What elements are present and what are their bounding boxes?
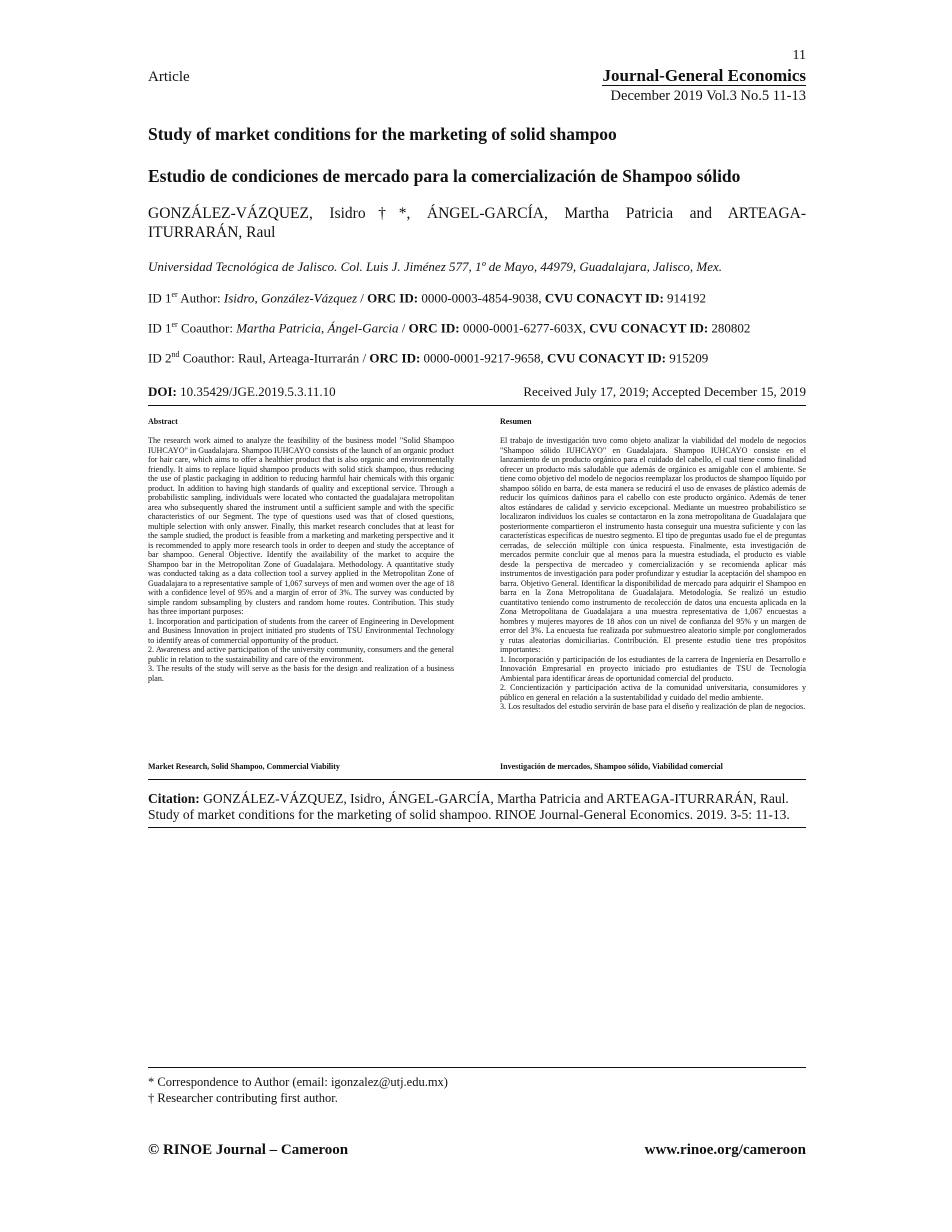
abstract-paragraph: 1. Incorporation and participation of students from the career of Engineering in Development and Business Innovation in project initiated pro students of TSU Environmental Technology to identify areas of commercial opportunity of the product. bbox=[148, 616, 454, 645]
resumen-body bbox=[500, 436, 806, 712]
title-spanish: Estudio de condiciones de mercado para la comercialización de Shampoo sólido bbox=[148, 166, 741, 186]
id-role: Coauthor: bbox=[179, 350, 238, 366]
doi bbox=[148, 384, 336, 400]
id-name: Isidro, González-Vázquez bbox=[223, 290, 358, 306]
journal-name: Journal-General Economics bbox=[602, 66, 806, 85]
authors-line-1: GONZÁLEZ-VÁZQUEZ, Isidro†*, ÁNGEL-GARCÍA, Martha Patricia and ARTEAGA- bbox=[148, 205, 806, 222]
orc-label: ORC ID: bbox=[367, 290, 419, 306]
footnote-correspondence: * Correspondence to Author (email: igonzalez@utj.edu.mx) bbox=[148, 1075, 448, 1089]
citation-label: Citation: bbox=[148, 791, 200, 806]
cvu-value: 914192 bbox=[663, 290, 707, 306]
footnote-divider bbox=[148, 1067, 806, 1068]
divider bbox=[148, 405, 806, 406]
resumen-heading: Resumen bbox=[500, 417, 532, 426]
title-english: Study of market conditions for the marketing of solid shampoo bbox=[148, 124, 617, 144]
orc-value: 0000-0001-9217-9658, bbox=[420, 350, 548, 366]
divider bbox=[148, 827, 806, 828]
orc-label: ORC ID: bbox=[369, 350, 421, 366]
cvu-label: CVU CONACYT ID: bbox=[547, 350, 666, 366]
id-role: Coauthor: bbox=[177, 320, 237, 336]
footer-copyright: © RINOE Journal – Cameroon bbox=[148, 1142, 349, 1158]
section-label: Article bbox=[148, 69, 190, 85]
abstract-paragraph: 2. Awareness and active participation of the university community, consumers and the general public in relation to the sustainability and care of the environment. bbox=[148, 645, 454, 664]
resumen-paragraph: El trabajo de investigación tuvo como objeto analizar la viabilidad del modelo de negocios "Shampoo sólido IUHCAYO" en Guadalajara. Shampoo IUHCAYO consiste en el lanzamiento de un producto orgánico para el cuidado del cabello, el cual tiene como finalidad ofrecer un producto más saludable que además de orgánico es amigable con el ambiente. Se tiene como objetivo del modelo de negocios reemplazar los productos de shampoo líquido por shampoo sólido en barra, de esta manera se reducirá el uso de envases de plástico además de reducir los químicos dañinos para el cabello con este producto orgánico. Además de tener altos estándares de calidad y servicio excepcional. Mediante un muestreo probabilístico se localizaron individuos los cuales se contactaron en la zona metropolitana de Guadalajara que posteriormente compartieron el instrumento hasta conseguir una muestra suficiente y con las características específicas de nuestro segmento. El tipo de preguntas usado fue el de preguntas cerradas, de selección múltiple con única respuesta. Finalmente, esta investigación de mercados permite concluir que al menos para la muestra estudiada, el producto es viable desde la perspectiva de mercadeo y comercialización y se recomienda aplicar más instrumentos de investigación para poder profundizar y estudiar la aceptación del shampoo en barra. Objetivo General. Identificar la disponibilidad de mercado para adquirir el Shampoo en barra en la Zona Metropolitana de Guadalajara. Metodología. Se realizó un estudio cuantitativo teniendo como instrumento de recolección de datos una encuesta aplicada en la Zona Metropolitana de Guadalajara a una muestra representativa de 1,067 encuestas a hombres y mujeres mayores de 18 años con un nivel de confianza del 95% y un margen de error del 3%. La encuesta fue realizada por submuestreo aleatorio simple por conglomerados y rutas aleatorias domiciliarias. Contribución. El presente estudio tiene tres propósitos importantes: bbox=[500, 436, 806, 654]
id-sup: nd bbox=[171, 350, 180, 359]
doi-label: DOI: bbox=[148, 384, 177, 399]
orc-value: 0000-0001-6277-603X, bbox=[459, 320, 590, 336]
cvu-label: CVU CONACYT ID: bbox=[589, 320, 709, 336]
doi-value: 10.35429/JGE.2019.5.3.11.10 bbox=[176, 384, 336, 399]
id-name: Martha Patricia, Ángel-Garcia bbox=[236, 320, 399, 336]
received-dates: Received July 17, 2019; Accepted December 15, 2019 bbox=[523, 384, 806, 399]
id-sup: er bbox=[171, 290, 178, 299]
author-id-2: ID 1er Coauthor: Martha Patricia, Ángel-Garcia / ORC ID: 0000-0001-6277-603X, CVU CONACYT ID: 280802 bbox=[148, 320, 751, 336]
authors-line-2: ITURRARÁN, Raul bbox=[148, 224, 276, 241]
resumen-paragraph: 1. Incorporación y participación de los estudiantes de la carrera de Ingeniería en Desarrollo e Innovación Empresarial en proyecto iniciado pro estudiantes de TSU de Tecnología Ambiental para identificar áreas de oportunidad comercial del producto. bbox=[500, 654, 806, 683]
orc-value: 0000-0003-4854-9038, bbox=[418, 290, 545, 306]
id-prefix: ID 1 bbox=[148, 320, 172, 336]
resumen-paragraph: 3. Los resultados del estudio servirán de base para el diseño y realización de plan de negocios. bbox=[500, 702, 806, 711]
abstract-heading: Abstract bbox=[148, 417, 178, 426]
abstract-body bbox=[148, 436, 454, 683]
resumen-paragraph: 2. Concientización y participación activa de la comunidad universitaria, consumidores y público en general en relación a la sustentabilidad y cuidado del medio ambiente. bbox=[500, 683, 806, 702]
abstract-paragraph: 3. The results of the study will serve as the basis for the design and realization of a business plan. bbox=[148, 664, 454, 683]
id-prefix: ID 1 bbox=[148, 290, 172, 306]
cvu-value: 280802 bbox=[708, 320, 751, 336]
abstract-paragraph: The research work aimed to analyze the feasibility of the business model "Solid Shampoo IUHCAYO" in Guadalajara. Shampoo IUHCAYO consists of the launch of an organic product for hair care, which aims to offer a healthier product that is also organic and environmentally friendly. It aims to replace liquid shampoo products with solid stick shampoo, thus reducing the use of plastic packaging in addition to reducing harmful hair chemicals with this organic product. In addition to having high standards of quality and exceptional service. Through a probabilistic sampling, individuals were located who contacted the guadalajara metropolitan area who subsequently shared the instrument until a sufficient sample and with the specific characteristics of our Segment. The type of questions used was that of closed questions, multiple selection with only answer. Finally, this market research concludes that at least for the sample studied, the product is feasible from a marketing and marketing perspective and it is recommended to apply more research tools in order to deepen and study the acceptance of bar shampoo. General Objective. Identify the availability of the market to acquire the Shampoo bar in the Metropolitan Zone of Guadalajara. Methodology. A quantitative study was conducted taking as a data collection tool a survey applied in the Metropolitan Zone of Guadalajara to a representative sample of 1,067 surveys of men and women over the age of 18 with a confidence level of 95% and a margin of error of 3%. The survey was conducted by simple random subsampling by clusters and random home routes. Contribution. This study has three important purposes: bbox=[148, 436, 454, 616]
page-number: 11 bbox=[792, 48, 806, 63]
cvu-value: 915209 bbox=[665, 350, 709, 366]
author-id-3: ID 2nd Coauthor: Raul, Arteaga-Iturrarán / ORC ID: 0000-0001-9217-9658, CVU CONACYT ID: 915209 bbox=[148, 350, 709, 366]
affiliation: Universidad Tecnológica de Jalisco. Col. Luis J. Jiménez 577, 1º de Mayo, 44979, Guadalajara, Jalisco, Mex. bbox=[148, 259, 723, 274]
abstract-keywords: Market Research, Solid Shampoo, Commercial Viability bbox=[148, 762, 340, 771]
citation bbox=[148, 791, 806, 823]
id-sup: er bbox=[171, 320, 178, 329]
footer-website[interactable]: www.rinoe.org/cameroon bbox=[644, 1142, 806, 1158]
cvu-label: CVU CONACYT ID: bbox=[544, 290, 664, 306]
id-prefix: ID 2 bbox=[148, 350, 172, 366]
orc-label: ORC ID: bbox=[408, 320, 460, 336]
footnote-first-author: † Researcher contributing first author. bbox=[148, 1091, 338, 1105]
author-id-1: ID 1er Author: Isidro, González-Vázquez / ORC ID: 0000-0003-4854-9038, CVU CONACYT ID: 914192 bbox=[148, 290, 707, 306]
divider bbox=[148, 779, 806, 780]
citation-text: GONZÁLEZ-VÁZQUEZ, Isidro, ÁNGEL-GARCÍA, Martha Patricia and ARTEAGA-ITURRARÁN, Raul. Study of market conditions for the marketing of solid shampoo. RINOE Journal-General Economics. 2019. 3-5: 11-13. bbox=[148, 791, 790, 822]
id-role: Author: bbox=[177, 290, 224, 306]
issue-info: December 2019 Vol.3 No.5 11-13 bbox=[610, 88, 806, 104]
resumen-keywords: Investigación de mercados, Shampoo sólido, Viabilidad comercial bbox=[500, 762, 723, 771]
id-name: Raul, Arteaga-Iturrarán bbox=[237, 350, 360, 366]
